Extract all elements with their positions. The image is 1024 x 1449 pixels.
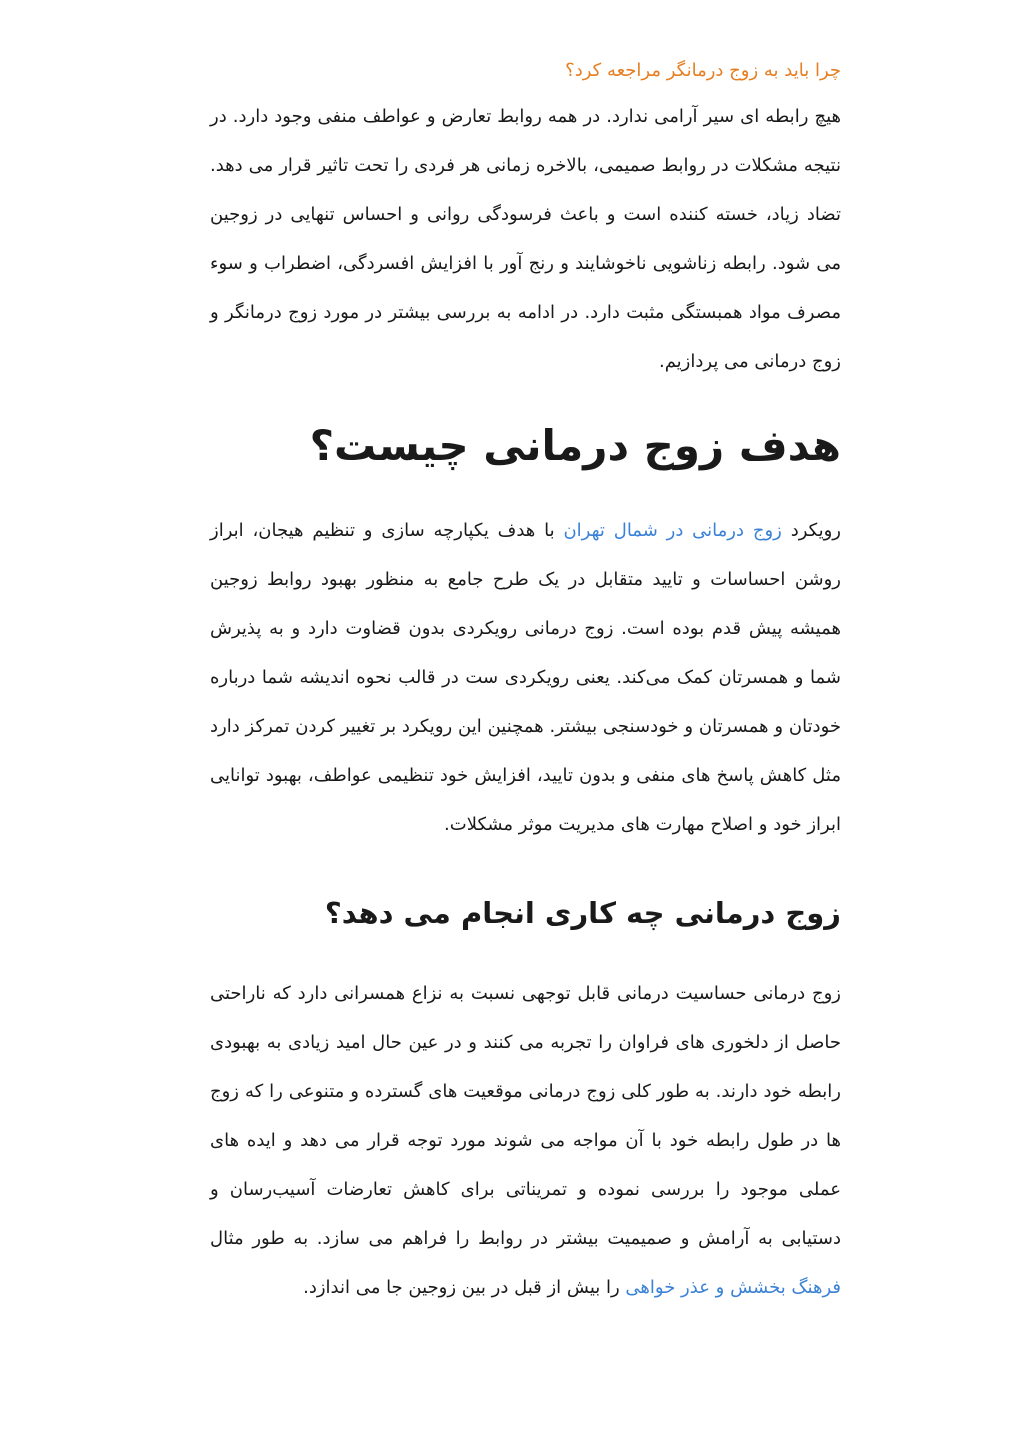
article xyxy=(210,56,841,1312)
north-tehran-therapy-link[interactable]: زوج درمانی در شمال تهران xyxy=(563,520,782,541)
goal-paragraph xyxy=(210,506,841,849)
intro-paragraph: هیچ رابطه ای سیر آرامی ندارد. در همه روابط تعارض و عواطف منفی وجود دارد. در نتیجه مشکلات در روابط صمیمی، بالاخره زمانی هر فردی را تحت تاثیر قرار می دهد. تضاد زیاد، خسته کننده است و باعث فرسودگی روانی و احساس تنهایی در زوجین می شود. رابطه زناشویی ناخوشایند و رنج آور با افزایش افسردگی، اضطراب و سوء مصرف مواد همبستگی مثبت دارد. در ادامه به بررسی بیشتر در مورد زوج درمانگر و زوج درمانی می پردازیم. xyxy=(210,106,841,372)
what-text-start: زوج درمانی حساسیت درمانی قابل توجهی نسبت به نزاع همسرانی دارد که ناراحتی حاصل از دلخوری های فراوان را تجربه می کنند و در عین حال امید زیادی به بهبودی رابطه خود دارند. به طور کلی زوج درمانی موقعیت های گسترده و متنوعی را که زوج ها در طول رابطه خود با آن مواجه می شوند مورد توجه قرار می دهد و ایده های عملی موجود را بررسی نموده و تمریناتی برای کاهش تعارضات آسیب‌رسان و دستیابی به آرامش و صمیمیت بیشتر در روابط را فراهم می سازد. به طور مثال xyxy=(210,983,841,1249)
goal-text-end: با هدف یکپارچه سازی و تنظیم هیجان، ابراز روشن احساسات و تایید متقابل در یک طرح جامع به منظور بهبود روابط زوجین همیشه پیش قدم بوده است. زوج درمانی رویکردی بدون قضاوت دارد و به پذیرش شما و همسرتان کمک می‌کند. یعنی رویکردی ست در قالب نحوه اندیشه شما درباره خودتان و همسرتان و خودسنجی بیشتر. همچنین این رویکرد بر تغییر کردن تمرکز دارد مثل کاهش پاسخ های منفی و بدون تایید، افزایش خود تنظیمی عواطف، بهبود توانایی ابراز خود و اصلاح مهارت های مدیریت موثر مشکلات. xyxy=(210,520,841,835)
goal-heading: هدف زوج درمانی چیست؟ xyxy=(309,421,841,470)
section-subtitle: چرا باید به زوج درمانگر مراجعه کرد؟ xyxy=(565,60,841,81)
forgiveness-culture-link[interactable]: فرهنگ بخشش و عذر خواهی xyxy=(625,1277,841,1298)
goal-text-start: رویکرد xyxy=(781,520,841,541)
what-text-end: را بیش از قبل در بین زوجین جا می اندازد. xyxy=(303,1277,626,1298)
what-paragraph xyxy=(210,969,841,1312)
what-heading: زوج درمانی چه کاری انجام می دهد؟ xyxy=(324,896,841,930)
